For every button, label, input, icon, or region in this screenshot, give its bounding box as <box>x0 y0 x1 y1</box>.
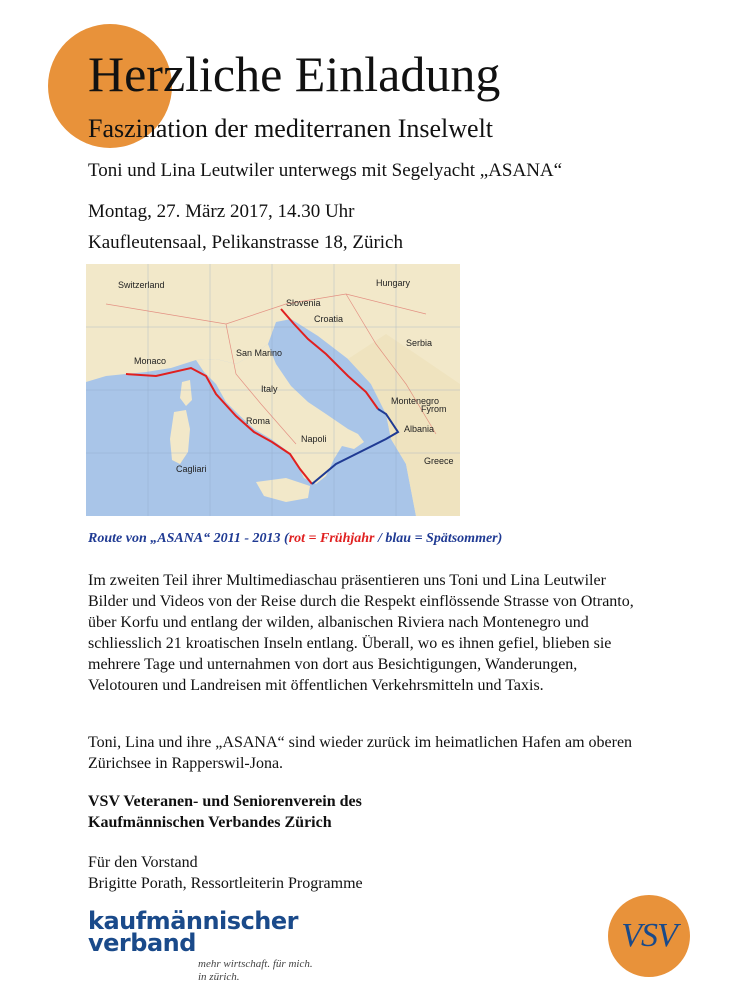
route-map <box>86 264 460 516</box>
map-caption <box>88 531 502 547</box>
signature-block <box>88 852 363 894</box>
map-label: Fyrom <box>421 404 447 414</box>
caption-red-part: rot = Frühjahr <box>288 531 375 546</box>
map-label: San Marino <box>236 348 283 358</box>
map-label: Napoli <box>301 434 327 444</box>
logo-tagline-line-1: mehr wirtschaft. für mich. <box>198 958 313 970</box>
caption-prefix: Route von „ASANA“ 2011 - 2013 ( <box>88 531 289 546</box>
map-label: Italy <box>261 384 278 394</box>
map-label: Albania <box>404 424 435 434</box>
body-paragraph-2: Toni, Lina und ihre „ASANA“ sind wieder zurück im heimatlichen Hafen am oberen Zürichsee in Rapperswil-Jona. <box>88 734 633 772</box>
map-label: Croatia <box>314 314 344 324</box>
page-title: Herzliche Einladung <box>88 46 501 102</box>
map-label: Roma <box>246 416 271 426</box>
map-label: Slovenia <box>286 298 321 308</box>
route-map-graphic <box>86 264 460 516</box>
organization-line-1: VSV Veteranen- und Seniorenverein des <box>88 793 362 810</box>
map-label: Greece <box>424 456 454 466</box>
logo-name-line-1: kaufmännischer <box>88 907 298 935</box>
logo-name-line-2: verband <box>88 929 196 957</box>
logo-tagline <box>198 958 313 984</box>
signature-line-1: Für den Vorstand <box>88 854 198 871</box>
vsv-logo-text: VSV <box>621 917 677 954</box>
organization-line-2: Kaufmännischen Verbandes Zürich <box>88 814 332 831</box>
map-label: Serbia <box>406 338 433 348</box>
presenters-line: Toni und Lina Leutwiler unterwegs mit Segelyacht „ASANA“ <box>88 160 563 181</box>
logo-tagline-line-2: in zürich. <box>198 971 240 983</box>
map-label: Switzerland <box>118 280 165 290</box>
event-venue: Kaufleutensaal, Pelikanstrasse 18, Zürich <box>88 232 403 253</box>
map-label: Hungary <box>376 278 411 288</box>
page-subtitle: Faszination der mediterranen Inselwelt <box>88 114 494 143</box>
event-date-time: Montag, 27. März 2017, 14.30 Uhr <box>88 201 355 222</box>
organization-name <box>88 791 362 833</box>
caption-blue-part: blau = Spätsommer) <box>385 531 503 546</box>
caption-separator: / <box>374 531 386 546</box>
map-label: Cagliari <box>176 464 207 474</box>
kaufmaennischer-verband-logo <box>88 907 313 983</box>
map-label: Monaco <box>134 356 167 366</box>
map-label: Montenegro <box>391 396 440 406</box>
body-paragraph-1: Im zweiten Teil ihrer Multimediaschau präsentieren uns Toni und Lina Leutwiler Bilder und Videos von der Reise durch die Respekt einflössende Strasse von Otranto, über Korfu und entlang der wilden, albanischen Riviera nach Montenegro und schliesslich 21 kroatischen Inseln entlang. Überall, wo es ihnen gefiel, blieben sie mehrere Tage und unternahmen von dort aus Besichtigungen, Wanderungen, Velotouren und Landreisen mit öffentlichen Verkehrsmitteln und Taxis. <box>88 572 634 694</box>
signature-line-2: Brigitte Porath, Ressortleiterin Programme <box>88 875 363 892</box>
vsv-logo <box>608 895 690 977</box>
